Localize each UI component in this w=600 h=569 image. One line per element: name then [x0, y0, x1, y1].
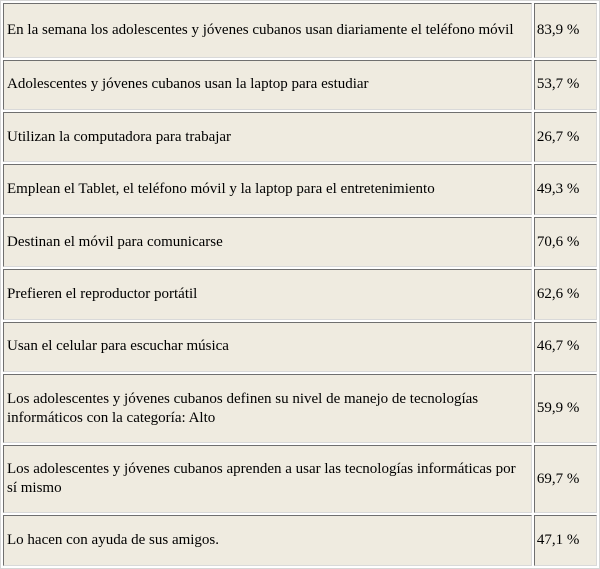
row-percentage: 47,1 %	[534, 515, 597, 566]
row-description: Usan el celular para escuchar música	[3, 322, 532, 372]
table-row	[3, 217, 597, 267]
row-description: Prefieren el reproductor portátil	[3, 269, 532, 319]
row-percentage: 49,3 %	[534, 164, 597, 214]
table-row	[3, 445, 597, 514]
row-description: Utilizan la computadora para trabajar	[3, 112, 532, 162]
row-description: Emplean el Tablet, el teléfono móvil y la laptop para el entretenimiento	[3, 164, 532, 214]
row-percentage: 59,9 %	[534, 374, 597, 443]
row-description: En la semana los adolescentes y jóvenes cubanos usan diariamente el teléfono móvil	[3, 3, 532, 58]
table-row	[3, 269, 597, 319]
table-row	[3, 374, 597, 443]
row-percentage: 46,7 %	[534, 322, 597, 372]
row-description: Lo hacen con ayuda de sus amigos.	[3, 515, 532, 566]
row-percentage: 70,6 %	[534, 217, 597, 267]
row-description: Adolescentes y jóvenes cubanos usan la laptop para estudiar	[3, 60, 532, 110]
row-description: Los adolescentes y jóvenes cubanos aprenden a usar las tecnologías informáticas por sí mismo	[3, 445, 532, 514]
table-row	[3, 322, 597, 372]
row-description: Destinan el móvil para comunicarse	[3, 217, 532, 267]
row-description: Los adolescentes y jóvenes cubanos definen su nivel de manejo de tecnologías informáticos con la categoría: Alto	[3, 374, 532, 443]
row-percentage: 83,9 %	[534, 3, 597, 58]
row-percentage: 69,7 %	[534, 445, 597, 514]
row-percentage: 62,6 %	[534, 269, 597, 319]
row-percentage: 26,7 %	[534, 112, 597, 162]
table-row	[3, 60, 597, 110]
table-row	[3, 3, 597, 58]
table-row	[3, 515, 597, 566]
table-row	[3, 164, 597, 214]
row-percentage: 53,7 %	[534, 60, 597, 110]
table-row	[3, 112, 597, 162]
